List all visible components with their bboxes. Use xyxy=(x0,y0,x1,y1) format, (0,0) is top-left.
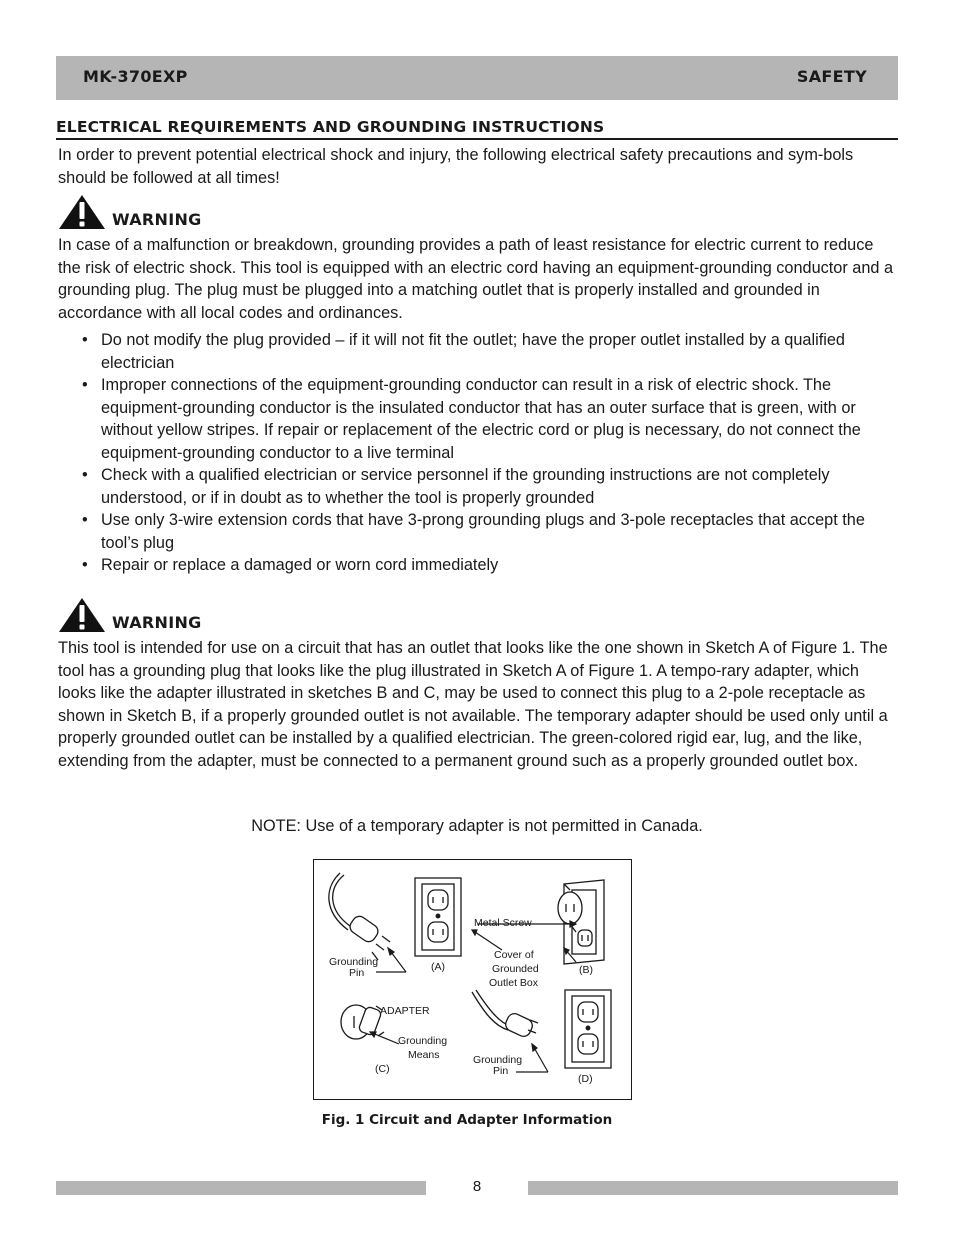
safety-bullet-list xyxy=(82,329,898,577)
warning-2-text: This tool is intended for use on a circuit that has an outlet that looks like the one shown in Sketch A of Figure 1. The tool has a grounding plug that looks like the plug illustrated in Sketch A of Figure 1. A tempo-rary adapter, which looks like the adapter illustrated in sketches B and C, may be used to connect this plug to a 2-pole receptacle as shown in Sketch B, if a properly grounded outlet is not available. The temporary adapter should be used only until a properly grounded outlet can be installed by a qualified electrician. The green-colored rigid ear, lug, and the like, extending from the adapter, must be connected to a permanent ground such as a properly grounded outlet box. xyxy=(58,639,888,770)
figure-caption: Fig. 1 Circuit and Adapter Information xyxy=(321,1112,613,1128)
sketch-b-label: (B) xyxy=(579,964,593,976)
list-item: • Check with a qualified electrician or service personnel if the grounding instructions are not completely understood, or if in doubt as to whether the tool is properly grounded xyxy=(82,466,830,507)
sketch-c-label: (C) xyxy=(375,1063,390,1075)
intro-paragraph: In order to prevent potential electrical shock and injury, the following electrical safety precautions and sym-bols should be followed at all times! xyxy=(58,146,854,187)
grounding-pin-label: Grounding xyxy=(329,956,379,968)
warning-1-text: In case of a malfunction or breakdown, grounding provides a path of least resistance for electric current to reduce the risk of electric shock. This tool is equipped with an electric cord having an equipment-grounding conductor and a grounding plug. The plug must be plugged into a matching outlet that is properly installed and grounded in accordance with all local codes and ordinances. xyxy=(58,236,894,322)
grounding-pin-label: Pin xyxy=(493,1065,509,1077)
list-item: • Repair or replace a damaged or worn cord immediately xyxy=(82,556,499,574)
plug-a-icon xyxy=(347,914,380,945)
section-name: SAFETY xyxy=(796,67,867,86)
model-name: MK-370EXP xyxy=(83,67,188,86)
metal-screw-label: Metal Screw xyxy=(474,917,532,929)
grounding-pin-label: Grounding xyxy=(473,1054,523,1066)
adapter-b-icon xyxy=(558,892,582,924)
list-item: • Improper connections of the equipment-grounding conductor can result in a risk of electric shock. The equipment-grounding conductor is the insulated conductor that has an outer surface that is green, with or without yellow stripes. If repair or replacement of the electric cord or plug is necessary, do not connect the equipment-grounding conductor to a live terminal xyxy=(82,376,861,462)
cord-a xyxy=(333,875,350,926)
sketch-d-label: (D) xyxy=(578,1073,593,1085)
warning-heading-2 xyxy=(58,597,202,633)
header-bar xyxy=(56,56,898,100)
list-item: • Use only 3-wire extension cords that have 3-prong grounding plugs and 3-pole receptacles that accept the tool’s plug xyxy=(82,511,865,552)
warning-triangle-icon xyxy=(58,194,106,230)
warning-triangle-icon xyxy=(58,597,106,633)
grounding-means-label: Means xyxy=(408,1049,440,1061)
warning-label: WARNING xyxy=(112,613,202,632)
figure-illustration xyxy=(314,860,633,1101)
plug-d-icon xyxy=(503,1011,534,1038)
outlet-box-label: Cover of xyxy=(494,949,534,961)
section-title: ELECTRICAL REQUIREMENTS AND GROUNDING INSTRUCTIONS xyxy=(56,118,898,140)
outlet-box-label: Outlet Box xyxy=(489,977,539,989)
page-number: 8 xyxy=(472,1178,482,1195)
warning-label: WARNING xyxy=(112,210,202,229)
figure-1 xyxy=(313,859,632,1100)
warning-heading-1 xyxy=(58,194,202,230)
grounding-pin-label: Pin xyxy=(349,967,365,979)
sketch-a-label: (A) xyxy=(431,961,445,973)
adapter-label: ADAPTER xyxy=(380,1005,430,1017)
list-item: • Do not modify the plug provided – if it will not fit the outlet; have the proper outlet installed by a qualified electrician xyxy=(82,331,845,372)
outlet-box-label: Grounded xyxy=(492,963,539,975)
canada-note: NOTE: Use of a temporary adapter is not permitted in Canada. xyxy=(251,817,703,835)
grounding-means-label: Grounding xyxy=(398,1035,448,1047)
footer-bar-left xyxy=(56,1181,426,1195)
footer-bar-right xyxy=(528,1181,898,1195)
